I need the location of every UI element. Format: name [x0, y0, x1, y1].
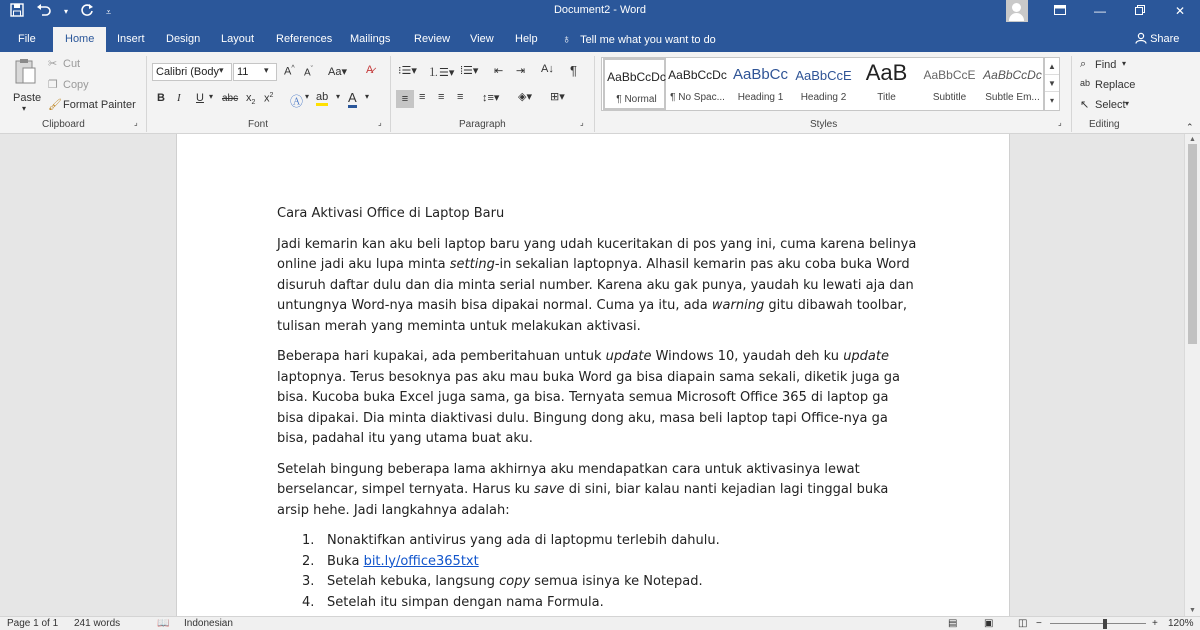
numbering-icon[interactable]: ⒈☰▾: [428, 67, 455, 79]
cut-label: Cut: [63, 58, 81, 70]
minimize-icon[interactable]: —: [1094, 4, 1106, 18]
text-effects-dropdown-icon[interactable]: ▾: [305, 92, 310, 101]
undo-dropdown-icon[interactable]: ▾: [64, 7, 69, 16]
style-subtitle[interactable]: [918, 58, 981, 110]
page-count[interactable]: Page 1 of 1: [7, 618, 59, 629]
font-launcher-icon[interactable]: ⌟: [378, 118, 382, 127]
font-name-value: Calibri (Body: [156, 66, 219, 78]
lightbulb-icon: ♁: [562, 32, 571, 46]
list-item: 4. Setelah itu simpan dengan nama Formula.: [302, 594, 604, 610]
replace-icon: ab: [1080, 78, 1091, 88]
superscript-icon[interactable]: $x^2$: [264, 92, 274, 105]
style-sample: AaBbCcE: [795, 68, 852, 83]
list-item: 2. Buka bit.ly/office365txt: [302, 553, 479, 569]
copy-label: Copy: [63, 79, 89, 91]
zoom-in-icon[interactable]: +: [1152, 618, 1158, 629]
paragraph-launcher-icon[interactable]: ⌟: [580, 118, 584, 127]
zoom-slider-thumb[interactable]: [1103, 619, 1107, 629]
increase-indent-icon[interactable]: ⇥: [516, 65, 526, 77]
line-spacing-icon[interactable]: ↕≡▾: [482, 92, 500, 104]
share-button[interactable]: [1135, 24, 1179, 52]
style-name: Heading 1: [737, 92, 784, 103]
multilevel-list-icon[interactable]: ⁞☰▾: [460, 65, 479, 77]
language[interactable]: Indonesian: [184, 618, 233, 629]
clear-formatting-icon[interactable]: A̷: [366, 64, 374, 76]
document-page[interactable]: [176, 134, 1010, 616]
copy-icon: ❐: [48, 79, 58, 91]
italic-icon[interactable]: I: [177, 92, 181, 104]
list-item: 3. Setelah kebuka, langsung copy semua isinya ke Notepad.: [302, 574, 703, 589]
style-name: Subtle Em...: [985, 92, 1040, 103]
style-name: Title: [877, 92, 896, 103]
tab-help[interactable]: Help: [515, 33, 538, 45]
clipboard-group-label: Clipboard: [42, 119, 85, 130]
font-size-dropdown-icon[interactable]: ▾: [264, 65, 269, 75]
vertical-scrollbar[interactable]: [1184, 134, 1200, 616]
borders-icon[interactable]: ⊞▾: [550, 91, 565, 103]
tab-insert[interactable]: Insert: [117, 33, 145, 45]
list-item: 1. Nonaktifkan antivirus yang ada di laptopmu terlebih dahulu.: [302, 533, 720, 548]
underline-dropdown-icon[interactable]: ▾: [209, 92, 214, 101]
restore-icon[interactable]: [1120, 0, 1160, 24]
style-sample: AaBbCcE: [923, 68, 976, 82]
font-color-dropdown-icon[interactable]: ▾: [365, 92, 370, 101]
highlight-dropdown-icon[interactable]: ▾: [336, 92, 341, 101]
scissors-icon: ✂: [48, 58, 58, 70]
zoom-slider[interactable]: [1050, 623, 1146, 624]
tab-review[interactable]: Review: [414, 33, 451, 45]
style-sample: AaBbCcDc: [983, 68, 1042, 82]
select-label: Select: [1095, 99, 1126, 111]
subscript-icon[interactable]: $x_2$: [246, 92, 256, 107]
tell-me-text: Tell me what you want to do: [580, 34, 716, 46]
window-controls: [1040, 0, 1200, 24]
office365-link[interactable]: bit.ly/office365txt: [363, 553, 479, 569]
document-title: Cara Aktivasi Office di Laptop Baru: [277, 206, 505, 221]
show-formatting-marks-icon[interactable]: ¶: [570, 63, 577, 78]
styles-gallery: [601, 57, 1044, 111]
customize-qat-icon[interactable]: ⩡: [106, 7, 112, 17]
document-area: [0, 134, 1184, 616]
style-normal[interactable]: [603, 58, 666, 110]
paste-label: Paste: [13, 92, 42, 104]
replace-label: Replace: [1095, 79, 1136, 91]
style-sample: AaB: [865, 60, 908, 85]
clipboard-icon: [15, 58, 37, 89]
style-name: Subtitle: [932, 92, 967, 103]
font-group-label: Font: [248, 119, 269, 130]
styles-more-icon[interactable]: ▾: [1049, 96, 1054, 105]
tab-view[interactable]: View: [470, 33, 494, 45]
change-case-icon[interactable]: Aa▾: [328, 66, 347, 78]
style-name: Heading 2: [800, 92, 847, 103]
strikethrough-icon[interactable]: abc: [222, 93, 239, 104]
style-sample: AaBbCc: [732, 66, 789, 83]
person-icon: [1135, 33, 1150, 45]
status-bar: [0, 616, 1200, 630]
paragraph-group-label: Paragraph: [459, 119, 506, 130]
style-name: ¶ No Spac...: [670, 92, 725, 103]
shading-icon[interactable]: ◈▾: [518, 91, 532, 103]
paragraph-1: Jadi kemarin kan aku beli laptop baru yang udah kuceritakan di pos yang ini, cuma karena belinya online jadi aku lupa minta setting-in sekalian laptopnya. Alhasil kemarin pas aku coba buka Word disuruh daftar dulu dan dia minta serial number. Karena aku gak punya, yaudah ku lewati aja dan untungnya Word-nya masih bisa dipakai normal. Cuma ya itu, ada warning gitu dibawah toolbar, tulisan merah yang meminta untuk melakukan aktivasi.: [277, 236, 917, 334]
paste-dropdown-icon: ▾: [22, 104, 27, 113]
style-no-spacing[interactable]: [666, 58, 729, 110]
align-center-icon[interactable]: ≡: [419, 91, 426, 103]
styles-scroll: [1044, 57, 1060, 111]
paste-button[interactable]: [8, 56, 44, 116]
find-dropdown-icon: ▾: [1122, 59, 1127, 68]
text-effects-icon[interactable]: Ⓐ: [290, 94, 304, 109]
tab-layout[interactable]: Layout: [221, 33, 255, 45]
share-label: Share: [1150, 33, 1180, 45]
highlight-icon[interactable]: ab: [316, 91, 328, 103]
tell-me-box[interactable]: [562, 24, 716, 52]
cursor-icon: ↖: [1080, 99, 1090, 111]
word-count[interactable]: 241 words: [74, 618, 121, 629]
font-size-value: 11: [237, 66, 249, 78]
font-color-icon[interactable]: A: [348, 90, 357, 105]
close-icon[interactable]: ✕: [1174, 4, 1186, 18]
styles-launcher-icon[interactable]: ⌟: [1058, 118, 1062, 127]
proofing-icon[interactable]: 📖: [157, 618, 170, 629]
bullets-icon[interactable]: ⁝☰▾: [398, 65, 417, 77]
read-mode-icon[interactable]: ▤: [948, 618, 958, 629]
bold-icon[interactable]: B: [157, 92, 165, 104]
collapse-ribbon-icon[interactable]: ⌃: [1186, 122, 1194, 132]
tab-file[interactable]: File: [18, 33, 36, 45]
align-left-icon[interactable]: ≡: [396, 90, 414, 108]
decrease-indent-icon[interactable]: ⇤: [494, 65, 504, 77]
style-heading-1[interactable]: [729, 58, 792, 110]
underline-icon[interactable]: U: [196, 92, 204, 104]
clipboard-launcher-icon[interactable]: ⌟: [134, 118, 138, 127]
user-avatar[interactable]: [1006, 0, 1028, 22]
style-heading-2[interactable]: [792, 58, 855, 110]
scroll-thumb[interactable]: [1188, 144, 1197, 344]
paintbrush-icon: 🖌: [48, 99, 62, 111]
tab-design[interactable]: Design: [166, 33, 201, 45]
grow-font-icon[interactable]: A^: [284, 65, 295, 78]
document-body[interactable]: [277, 204, 917, 613]
styles-down-icon[interactable]: ▼: [1045, 75, 1059, 92]
zoom-out-icon[interactable]: −: [1036, 618, 1042, 629]
style-sample: AaBbCcDc: [607, 70, 666, 84]
print-layout-icon[interactable]: ▣: [984, 618, 994, 629]
steps-list: [277, 531, 917, 613]
editing-group-label: Editing: [1089, 119, 1120, 130]
ribbon-display-icon[interactable]: [1040, 0, 1080, 24]
scroll-up-icon[interactable]: ▲: [1189, 136, 1196, 143]
styles-group-label: Styles: [810, 119, 838, 130]
scroll-down-icon[interactable]: ▼: [1189, 607, 1196, 614]
paragraph-3: Setelah bingung beberapa lama akhirnya aku mendapatkan cara untuk aktivasinya lewat berselancar, simpel ternyata. Harus ku save di sini, biar kalau nanti kejadian lagi tinggal buka arsip hehe. Jadi langkahnya adalah:: [277, 461, 889, 518]
format-painter-label: Format Painter: [63, 99, 136, 111]
tab-references[interactable]: References: [276, 33, 333, 45]
font-name-dropdown-icon[interactable]: ▾: [219, 65, 224, 75]
tab-mailings[interactable]: Mailings: [350, 33, 391, 45]
style-title[interactable]: [855, 58, 918, 110]
style-name: ¶ Normal: [616, 94, 657, 105]
align-right-icon[interactable]: ≡: [438, 91, 445, 103]
sort-icon[interactable]: A↓: [541, 63, 554, 75]
shrink-font-icon[interactable]: $A^ˇ$: [304, 66, 314, 79]
font-size-box[interactable]: [233, 63, 277, 81]
title-bar: [0, 0, 1200, 24]
paragraph-2: Beberapa hari kupakai, ada pemberitahuan untuk update Windows 10, yaudah deh ku update laptopnya. Terus besoknya pas aku mau buka Word ga bisa diapain sama sekali, diketik juga ga bisa. Kucoba buka Excel juga sama, ga bisa. Ternyata semua Microsoft Office 365 di laptop ga bisa dipakai. Dia minta diaktivasi dulu. Bingung dong aku, masa beli laptop tapi Office-nya ga bisa, padahal itu yang utama buat aku.: [277, 349, 900, 446]
ribbon: [0, 52, 1200, 134]
style-sample: AaBbCcDc: [668, 68, 727, 82]
style-subtle-emphasis[interactable]: [981, 58, 1044, 110]
web-layout-icon[interactable]: ◫: [1018, 618, 1028, 629]
tab-home[interactable]: Home: [53, 27, 106, 52]
select-dropdown-icon: ▾: [1125, 99, 1130, 108]
zoom-level[interactable]: 120%: [1168, 618, 1194, 629]
find-label: Find: [1095, 59, 1117, 71]
styles-up-icon[interactable]: ▲: [1045, 58, 1059, 75]
justify-icon[interactable]: ≡: [457, 91, 464, 103]
window-title: Document2 - Word: [553, 4, 647, 16]
find-icon: ⌕: [1080, 58, 1087, 70]
